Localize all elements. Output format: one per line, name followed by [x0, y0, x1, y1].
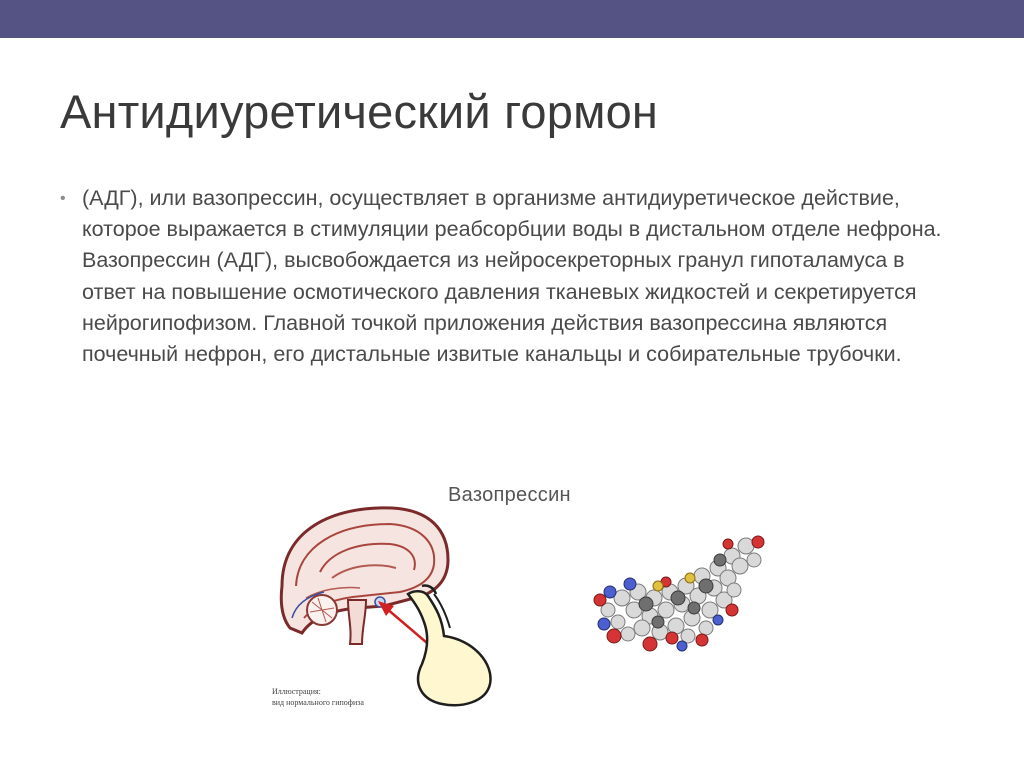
figure-note-line: вид нормального гипофиза — [272, 698, 364, 707]
figure-note — [272, 686, 364, 708]
vasopressin-molecule-icon — [594, 536, 764, 651]
bullet-item — [60, 183, 960, 370]
figure-caption: Вазопрессин — [448, 484, 571, 506]
slide-title: Антидиуретический гормон — [60, 85, 659, 138]
vasopressin-figure — [262, 468, 772, 748]
bullet-text: (АДГ), или вазопрессин, осуществляет в организме антидиуретическое действие, которое выражается в стимуляции реабсорбции воды в дистальном отделе нефрона. Вазопрессин (АДГ), высвобождается из нейросекреторных гранул гипоталамуса в ответ на повышение осмотического давления тканевых жидкостей и секретируется нейрогипофизом. Главной точкой приложения действия вазопрессина являются почечный нефрон, его дистальные извитые канальцы и собирательные трубочки. — [82, 186, 942, 367]
top-accent-bar — [0, 0, 1024, 38]
pituitary-gland-icon — [408, 585, 491, 705]
brain-section-icon — [281, 508, 448, 644]
bullet-marker: • — [60, 190, 66, 207]
bullet-list — [60, 183, 960, 370]
figure-note-line: Иллюстрация: — [272, 687, 321, 696]
